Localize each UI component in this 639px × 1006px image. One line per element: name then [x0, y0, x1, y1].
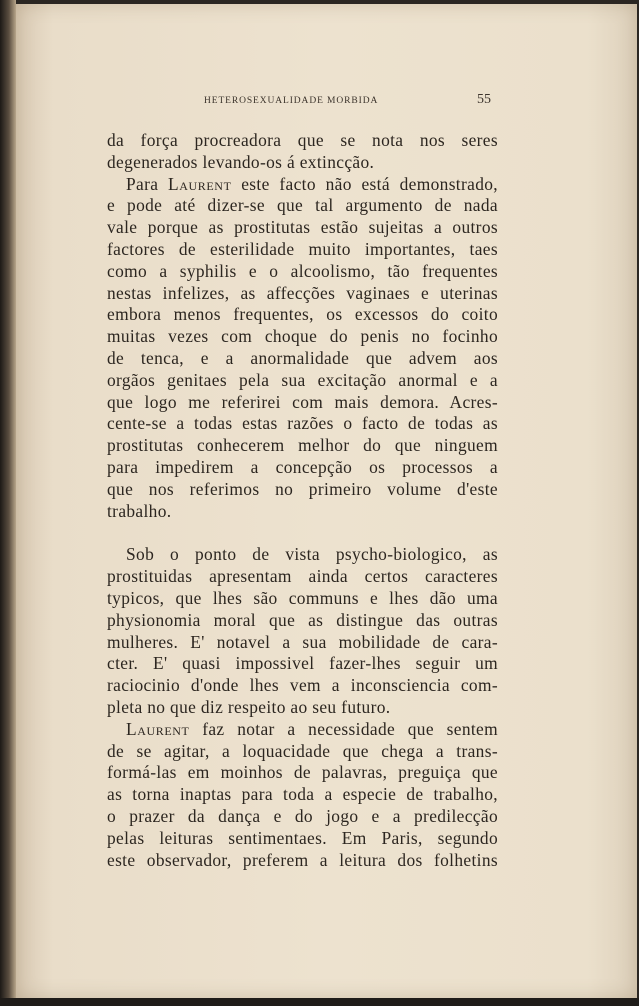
- running-head: HETEROSEXUALIDADE MORBIDA: [204, 96, 379, 106]
- text-line: como a syphilis e o alcoolismo, tão frequentes: [107, 260, 498, 281]
- text-line: factores de esterilidade muito importantes, taes: [107, 238, 498, 259]
- text-line: Laurent faz notar a necessidade que sentem: [126, 718, 498, 739]
- text-line: Sob o ponto de vista psycho-biologico, as: [126, 544, 498, 565]
- text-line: degenerados levando-os á extincção.: [107, 151, 375, 172]
- page-bottom-edge: [0, 998, 639, 1006]
- author-name: Laurent: [168, 173, 232, 194]
- text-line: vale porque as prostitutas estão sujeitas a outros: [107, 217, 498, 238]
- text-line: de tenca, e a anormalidade que advem aos: [107, 347, 498, 368]
- text-line: da força procreadora que se nota nos seres: [107, 130, 498, 150]
- text-line: muitas vezes com choque do penis no focinho: [107, 326, 498, 347]
- text-line: de se agitar, a loquacidade que chega a trans-: [107, 740, 498, 761]
- page-number: 55: [477, 92, 491, 107]
- text-line: que nos referimos no primeiro volume d'este: [107, 478, 498, 499]
- text-line: cente-se a todas estas razões o facto de todas as: [107, 413, 498, 434]
- text-line: cter. E' quasi impossivel fazer-lhes seguir um: [107, 653, 498, 674]
- body-text: [107, 130, 498, 871]
- text-line: trabalho.: [107, 500, 172, 521]
- text-line: mulheres. E' notavel a sua mobilidade de cara-: [107, 631, 498, 652]
- book-gutter: [0, 0, 16, 1006]
- text-line: e pode até dizer-se que tal argumento de nada: [107, 195, 498, 216]
- text-line: embora menos frequentes, os excessos do coito: [107, 304, 498, 325]
- section-gap: [107, 522, 498, 544]
- text-line: que logo me referirei com mais demora. Acres-: [107, 391, 498, 412]
- text-line: Para Laurent este facto não está demonstrado,: [126, 173, 498, 194]
- text-line: physionomia moral que as distingue das outras: [107, 609, 498, 630]
- text-line: prostituidas apresentam ainda certos caracteres: [107, 566, 498, 587]
- text-line: as torna inaptas para toda a especie de trabalho,: [107, 784, 498, 805]
- text-line: formá-las em moinhos de palavras, preguiça que: [107, 762, 498, 783]
- text-line: este observador, preferem a leitura dos folhetins: [107, 849, 498, 870]
- text-line: para impedirem a concepção os processos a: [107, 456, 498, 477]
- text-line: raciocinio d'onde lhes vem a inconsciencia com-: [107, 675, 498, 696]
- text-line: orgãos genitaes pela sua excitação anormal e a: [107, 369, 498, 390]
- text-line: pleta no que diz respeito ao seu futuro.: [107, 696, 391, 717]
- text-line: pelas leituras sentimentaes. Em Paris, segundo: [107, 827, 498, 848]
- text-line: nestas infelizes, as affecções vaginaes e uterinas: [107, 282, 498, 303]
- text-line: prostitutas conhecerem melhor do que ninguem: [107, 435, 498, 456]
- text-line: typicos, que lhes são communs e lhes dão uma: [107, 587, 498, 608]
- text-line: o prazer da dança e do jogo e a predilecção: [107, 805, 498, 826]
- author-name: Laurent: [126, 718, 190, 739]
